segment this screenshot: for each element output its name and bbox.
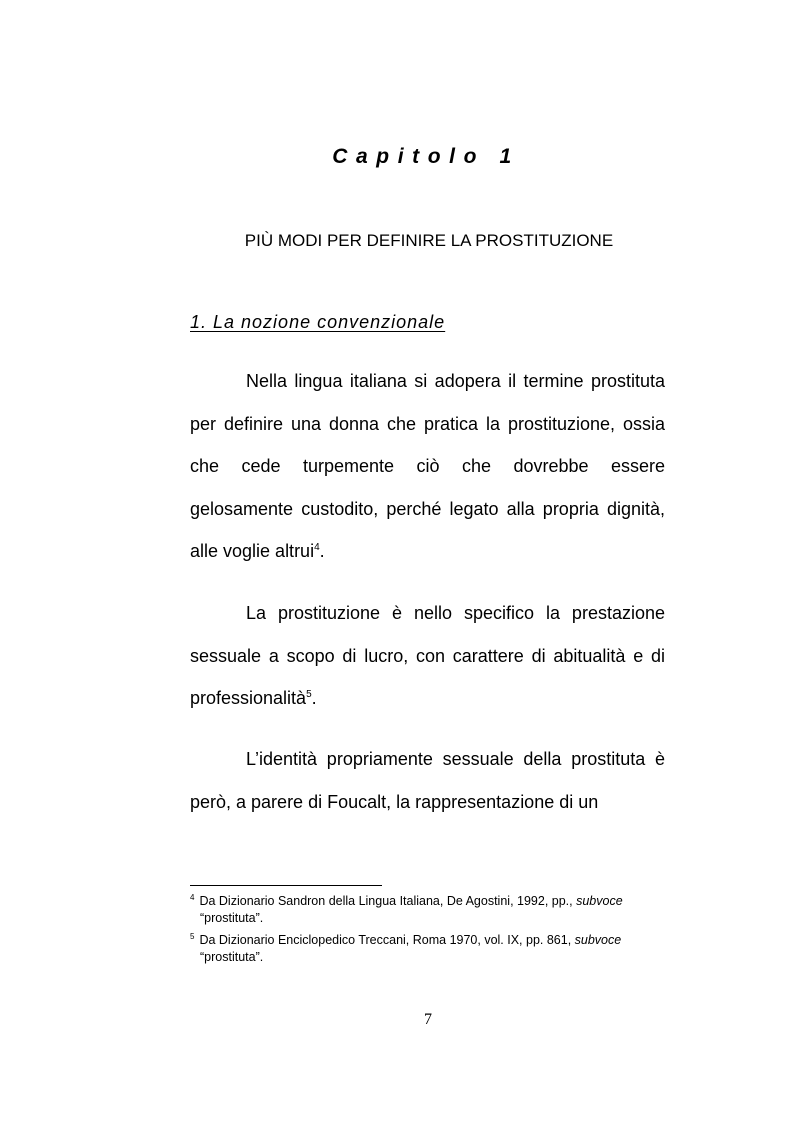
paragraph-2-end: . (311, 688, 317, 708)
footnote-5-text: Da Dizionario Enciclopedico Treccani, Roma 1970, vol. IX, pp. 861, (199, 933, 575, 947)
footnote-5-italic: subvoce (574, 933, 622, 947)
paragraph-1 (190, 360, 665, 573)
paragraph-2-text: La prostituzione è nello specifico la prestazione sessuale a scopo di lucro, con carattere di abitualità e di professionalità (190, 603, 665, 708)
footnote-5-number: 5 (190, 931, 195, 941)
section-title: PIÙ MODI PER DEFINIRE LA PROSTITUZIONE (244, 231, 614, 250)
subsection-title: 1. La nozione convenzionale (190, 312, 446, 332)
footnote-ref-4: 4 (314, 542, 320, 553)
footnote-4-text: Da Dizionario Sandron della Lingua Italiana, De Agostini, 1992, pp., (199, 894, 577, 908)
footnote-ref-5: 5 (306, 689, 312, 700)
footnote-4-number: 4 (190, 892, 195, 902)
footnote-separator (190, 885, 382, 886)
page-number: 7 (424, 1011, 432, 1028)
paragraph-3 (190, 738, 665, 823)
paragraph-3-text: L’identità propriamente sessuale della prostituta è però, a parere di Foucalt, la rappresentazione di un (190, 749, 665, 812)
footnote-4-italic: subvoce (576, 894, 623, 908)
paragraph-2 (190, 592, 665, 720)
footnote-5-tail: “prostituta”. (200, 949, 264, 964)
footnote-4 (190, 893, 675, 926)
paragraph-1-text: Nella lingua italiana si adopera il termine prostituta per definire una donna che pratica la prostituzione, ossia che cede turpemente ciò che dovrebbe essere gelosamente custodito, perché legato alla propria dignità, alle voglie altrui (190, 371, 665, 561)
footnote-4-tail: “prostituta”. (200, 910, 264, 925)
paragraph-1-end: . (319, 541, 325, 561)
chapter-title: Capitolo 1 (332, 145, 520, 168)
footnote-5 (190, 932, 675, 965)
